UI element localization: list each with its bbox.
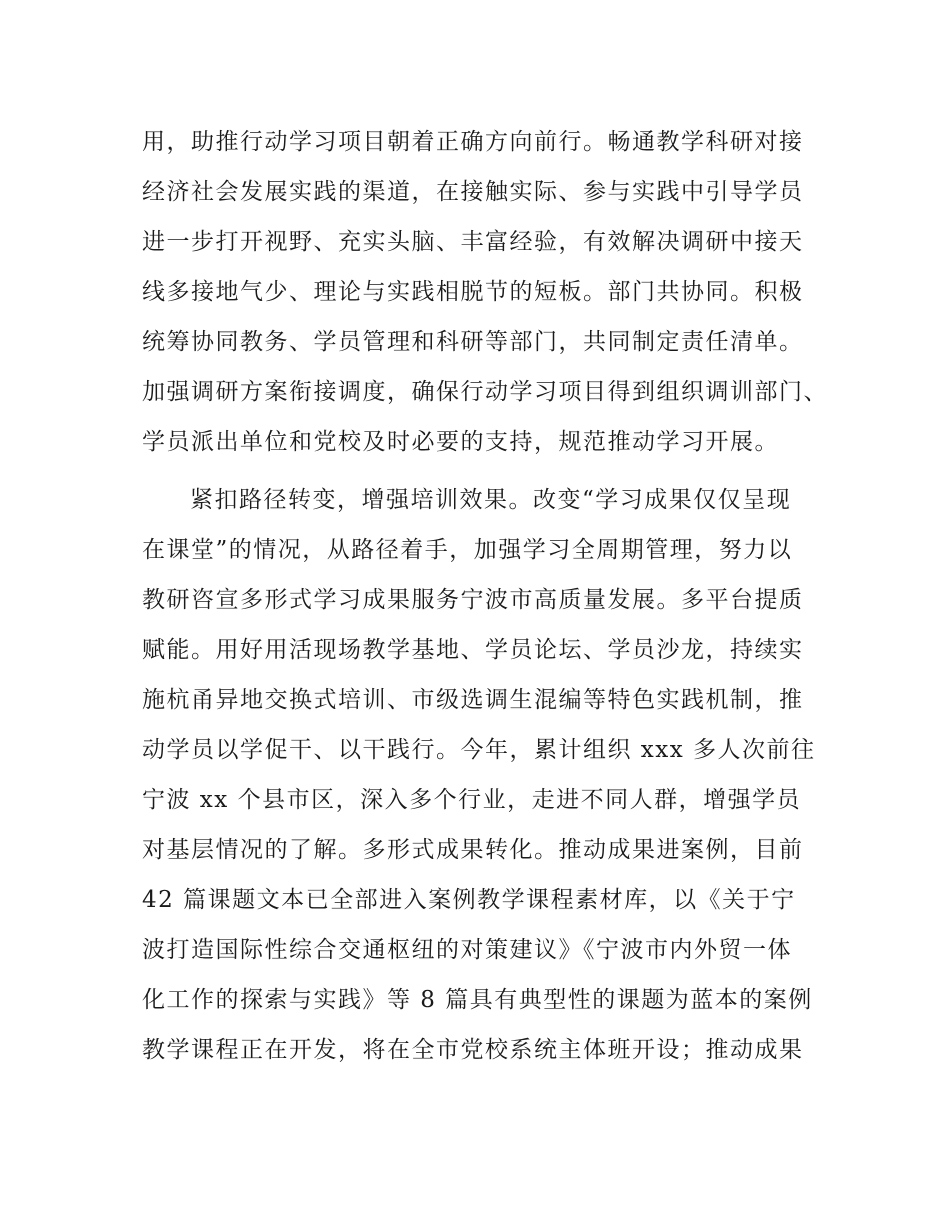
text-line: 统筹协同教务、学员管理和科研等部门，共同制定责任清单。 — [142, 329, 804, 355]
text-line: 42 篇课题文本已全部进入案例教学课程素材库，以《关于宁 — [142, 887, 796, 913]
text-line: 在课堂”的情况，从路径着手，加强学习全周期管理，努力以 — [142, 537, 793, 563]
text-line: 动学员以学促干、以干践行。今年，累计组织 xxx 多人次前往 — [142, 737, 816, 763]
text-line: 紧扣路径转变，增强培训效果。改变“学习成果仅仅呈现 — [190, 487, 792, 513]
text-line: 施杭甬异地交换式培训、市级选调生混编等特色实践机制，推 — [142, 687, 804, 713]
text-line: 用，助推行动学习项目朝着正确方向前行。畅通教学科研对接 — [142, 129, 804, 155]
text-line: 加强调研方案衔接调度，确保行动学习项目得到组织调训部门、 — [142, 379, 828, 405]
text-line: 赋能。用好用活现场教学基地、学员论坛、学员沙龙，持续实 — [142, 637, 804, 663]
text-line: 教研咨宣多形式学习成果服务宁波市高质量发展。多平台提质 — [142, 587, 804, 613]
text-line: 经济社会发展实践的渠道，在接触实际、参与实践中引导学员 — [142, 179, 804, 205]
text-line: 进一步打开视野、充实头脑、丰富经验，有效解决调研中接天 — [142, 229, 804, 255]
text-line: 化工作的探索与实践》等 8 篇具有典型性的课题为蓝本的案例 — [142, 987, 813, 1013]
text-line: 线多接地气少、理论与实践相脱节的短板。部门共协同。积极 — [142, 279, 804, 305]
text-line: 学员派出单位和党校及时必要的支持，规范推动学习开展。 — [142, 429, 779, 455]
text-line: 宁波 xx 个县市区，深入多个行业，走进不同人群，增强学员 — [142, 787, 802, 813]
text-line: 波打造国际性综合交通枢纽的对策建议》《宁波市内外贸一体 — [142, 937, 792, 963]
text-line: 对基层情况的了解。多形式成果转化。推动成果进案例，目前 — [142, 837, 804, 863]
text-line: 教学课程正在开发，将在全市党校系统主体班开设；推动成果 — [142, 1037, 804, 1063]
